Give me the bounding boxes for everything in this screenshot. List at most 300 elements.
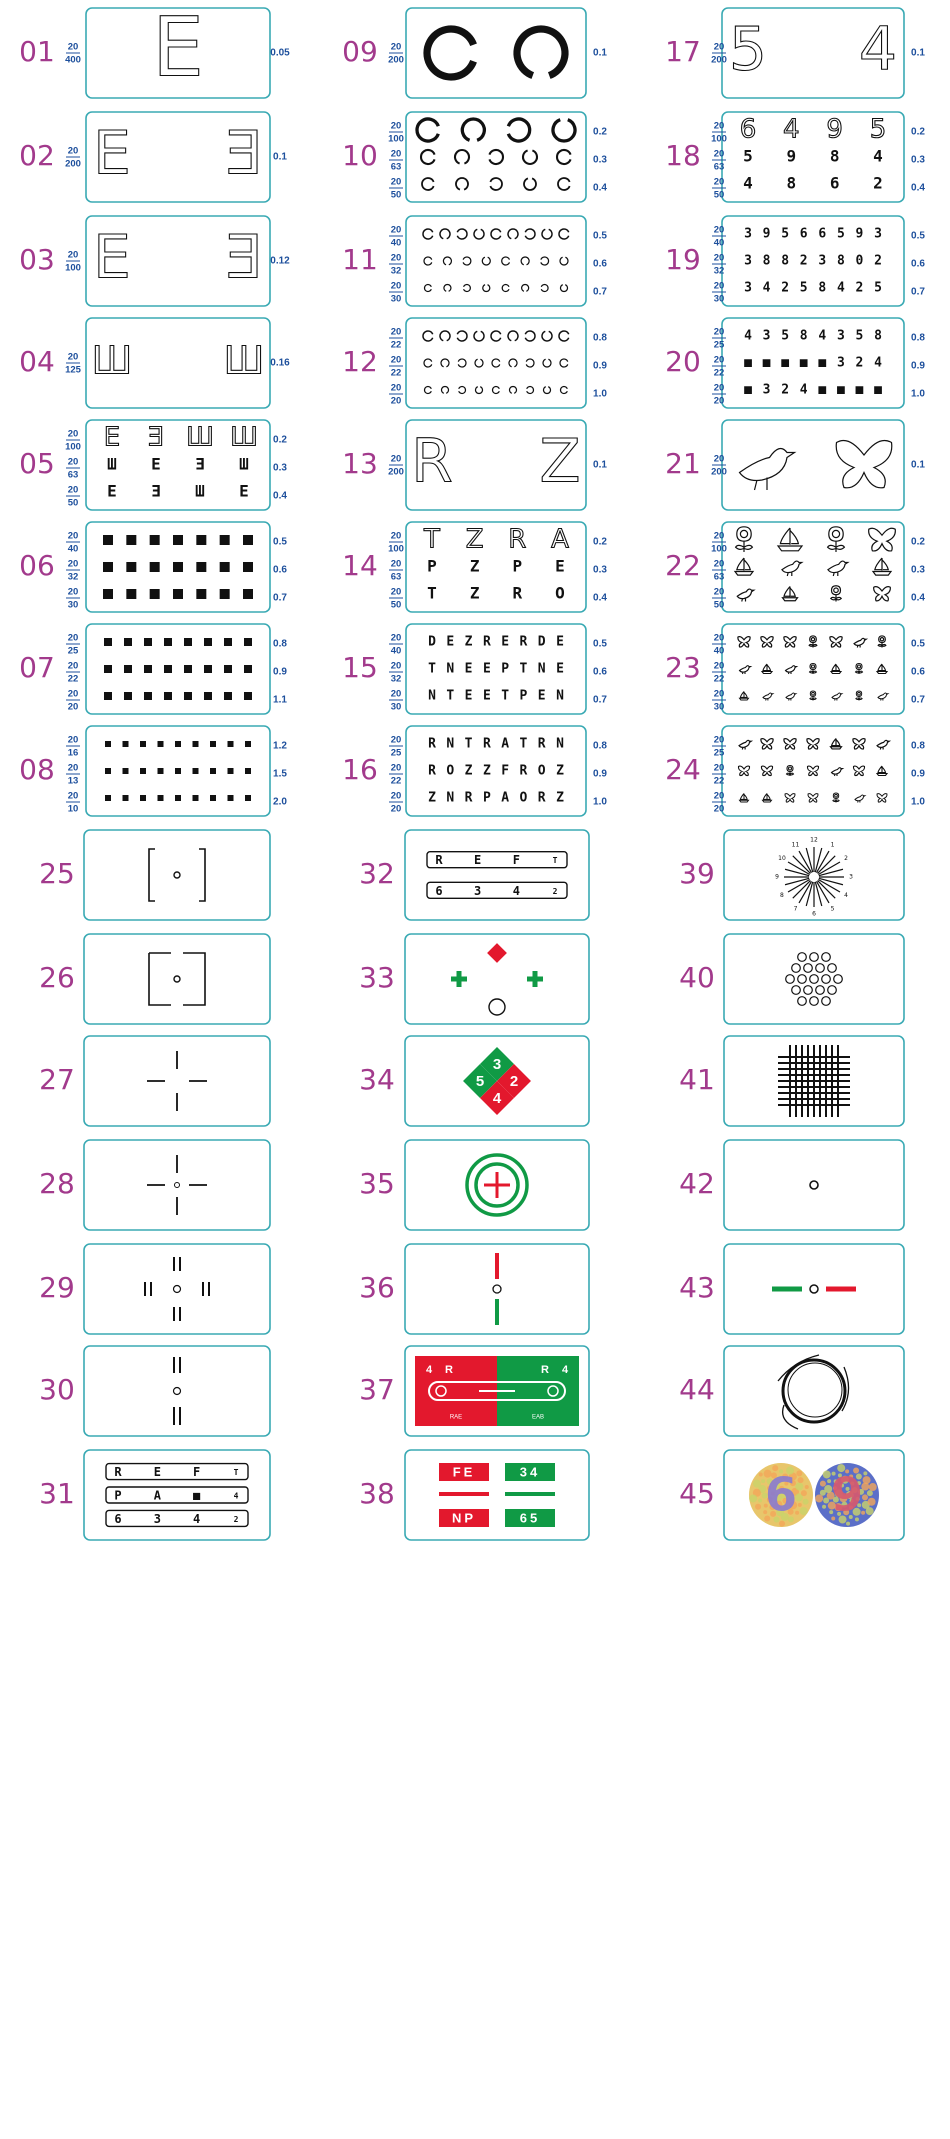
optotype: 2 — [799, 253, 808, 269]
optotype: 4 — [799, 382, 808, 398]
chart-number: 26 — [39, 961, 75, 994]
acuity-numerator: 20 — [390, 382, 402, 394]
optotype: 8 — [874, 328, 882, 344]
chart-41 — [679, 1036, 904, 1126]
chart-06 — [19, 522, 287, 612]
optotype: R — [411, 426, 453, 497]
chart-number: 16 — [342, 753, 378, 786]
acuity-denominator: 200 — [65, 158, 81, 170]
optotype: 4 — [762, 280, 771, 296]
optotype-block — [228, 768, 234, 774]
optotype: 0 — [855, 253, 864, 269]
plate-dot — [866, 1507, 874, 1515]
optotype: 5 — [855, 328, 864, 344]
chart-number: 41 — [679, 1063, 715, 1096]
acuity-numerator: 20 — [713, 453, 725, 465]
optotype: Z — [556, 763, 564, 779]
acuity-numerator: 20 — [390, 354, 402, 366]
optotype-block — [228, 795, 234, 801]
strip-letter: 2 — [552, 886, 558, 896]
optotype: 5 — [874, 280, 882, 296]
acuity-decimal: 0.2 — [911, 536, 925, 548]
optotype: 9 — [855, 226, 864, 242]
acuity-denominator: 100 — [388, 133, 404, 145]
acuity-denominator: 13 — [67, 775, 79, 787]
acuity-decimal: 0.8 — [273, 638, 287, 650]
optotype: Z — [482, 763, 491, 779]
optotype-block — [158, 741, 164, 747]
chart-23 — [665, 624, 925, 714]
acuity-decimal: 0.7 — [911, 694, 925, 706]
chart-frame — [406, 8, 586, 98]
optotype-block — [164, 638, 172, 646]
plate-dot — [823, 1498, 829, 1504]
chart-frame — [405, 830, 589, 920]
chart-frame — [722, 726, 904, 816]
clock-number: 7 — [793, 905, 798, 913]
corner-letter: 4 — [561, 1363, 569, 1376]
acuity-decimal: 0.3 — [593, 564, 607, 576]
acuity-decimal: 0.4 — [593, 592, 607, 604]
optotype-block — [105, 795, 111, 801]
optotype-block — [184, 638, 192, 646]
acuity-denominator: 100 — [388, 543, 404, 555]
acuity-decimal: 0.7 — [911, 286, 925, 298]
acuity-numerator: 20 — [390, 688, 402, 700]
optotype-block — [224, 638, 232, 646]
acuity-numerator: 20 — [390, 660, 402, 672]
diamond-digit: 5 — [475, 1072, 485, 1090]
acuity-numerator: 20 — [390, 530, 402, 542]
chart-09 — [342, 8, 607, 98]
acuity-numerator: 20 — [67, 249, 79, 261]
acuity-denominator: 32 — [67, 571, 79, 583]
acuity-numerator: 20 — [713, 252, 725, 264]
acuity-denominator: 30 — [390, 701, 402, 713]
chart-number: 14 — [342, 549, 378, 582]
optotype: 4 — [836, 280, 845, 296]
optotype: R — [428, 736, 436, 752]
optotype: P — [427, 556, 437, 576]
optotype: 2 — [855, 280, 864, 296]
optotype: ■ — [855, 382, 864, 398]
optotype-block — [204, 665, 212, 673]
plate-dot — [869, 1483, 877, 1491]
small-letters: RAE — [449, 1414, 463, 1421]
chart-number: 39 — [679, 857, 715, 890]
optotype: A — [501, 790, 510, 806]
optotype: P — [519, 688, 528, 704]
acuity-numerator: 20 — [713, 762, 725, 774]
acuity-numerator: 20 — [67, 586, 79, 598]
optotype-block — [150, 535, 160, 545]
chart-14 — [342, 522, 607, 612]
optotype-block — [158, 795, 164, 801]
acuity-denominator: 16 — [67, 747, 79, 759]
optotype: O — [555, 583, 565, 603]
chart-number: 24 — [665, 753, 701, 786]
acuity-decimal: 0.8 — [911, 740, 925, 752]
clock-number: 3 — [849, 873, 853, 881]
acuity-denominator: 22 — [713, 673, 725, 685]
acuity-numerator: 20 — [67, 632, 79, 644]
acuity-denominator: 200 — [388, 466, 404, 478]
chart-frame — [84, 934, 270, 1024]
optotype: E — [537, 688, 546, 704]
optotype-block — [244, 638, 252, 646]
acuity-decimal: 0.2 — [911, 126, 925, 138]
acuity-numerator: 20 — [713, 734, 725, 746]
optotype: Ш — [223, 338, 265, 383]
chart-number: 19 — [665, 243, 701, 276]
chart-number: 42 — [679, 1167, 715, 1200]
optotype: A — [501, 736, 510, 752]
optotype: Ǝ — [147, 422, 165, 453]
acuity-numerator: 20 — [713, 176, 725, 188]
optotype-block — [144, 692, 152, 700]
acuity-numerator: 20 — [390, 326, 402, 338]
chart-number: 22 — [665, 549, 701, 582]
acuity-decimal: 0.9 — [273, 666, 287, 678]
acuity-decimal: 0.3 — [911, 564, 925, 576]
acuity-denominator: 22 — [67, 673, 79, 685]
plate-dot — [800, 1507, 808, 1515]
optotype-block — [184, 692, 192, 700]
acuity-numerator: 20 — [713, 586, 725, 598]
acuity-numerator: 20 — [713, 326, 725, 338]
optotype: Ǝ — [225, 222, 263, 293]
acuity-decimal: 0.7 — [273, 592, 287, 604]
chart-frame — [724, 934, 904, 1024]
optotype: 2 — [873, 173, 883, 193]
optotype: E — [556, 634, 564, 650]
acuity-denominator: 40 — [713, 645, 725, 657]
optotype: Ǝ — [225, 118, 263, 189]
acuity-decimal: 0.1 — [593, 47, 607, 59]
acuity-denominator: 50 — [713, 599, 725, 611]
chart-number: 12 — [342, 345, 378, 378]
chart-31 — [39, 1450, 270, 1540]
optotype: E — [446, 634, 455, 650]
acuity-numerator: 20 — [713, 382, 725, 394]
chart-frame — [84, 830, 270, 920]
optotype-block — [210, 795, 216, 801]
strip-letter: F — [512, 853, 520, 868]
strip-letter: 3 — [153, 1511, 161, 1526]
chart-number: 05 — [19, 447, 55, 480]
optotype: ■ — [744, 355, 752, 371]
plate-dot — [749, 1494, 757, 1502]
chart-frame — [722, 420, 904, 510]
chart-number: 43 — [679, 1271, 715, 1304]
optotype: E — [239, 481, 249, 501]
clock-number: 12 — [810, 836, 818, 844]
acuity-denominator: 20 — [713, 803, 725, 815]
acuity-numerator: 20 — [713, 632, 725, 644]
chart-03 — [19, 216, 290, 306]
optotype-block — [105, 768, 111, 774]
optotype-block — [220, 589, 230, 599]
chart-number: 40 — [679, 961, 715, 994]
optotype: P — [482, 790, 491, 806]
acuity-decimal: 0.16 — [270, 357, 290, 369]
optotype-block — [164, 692, 172, 700]
optotype: N — [446, 736, 455, 752]
acuity-decimal: 1.0 — [911, 388, 925, 400]
optotype: P — [512, 556, 523, 576]
optotype: 8 — [818, 280, 827, 296]
optotype: R — [482, 736, 491, 752]
optotype-block — [245, 795, 251, 801]
acuity-decimal: 0.7 — [593, 286, 607, 298]
clock-number: 9 — [775, 873, 779, 881]
green-divider — [505, 1492, 555, 1496]
optotype: E — [501, 634, 510, 650]
chart-24 — [665, 726, 925, 816]
optotype-block — [193, 741, 199, 747]
acuity-denominator: 32 — [390, 673, 402, 685]
optotype: ■ — [781, 355, 790, 371]
strip-letter: 2 — [233, 1514, 239, 1524]
optotype-block — [124, 692, 132, 700]
optotype-block — [126, 589, 136, 599]
optotype-block — [123, 795, 129, 801]
acuity-decimal: 1.5 — [273, 768, 287, 780]
optotype: Z — [469, 556, 480, 576]
acuity-numerator: 20 — [713, 790, 725, 802]
acuity-denominator: 50 — [713, 189, 725, 201]
chart-07 — [19, 624, 287, 714]
acuity-decimal: 0.05 — [270, 47, 290, 59]
optotype: R — [537, 736, 546, 752]
optotype-block — [193, 768, 199, 774]
optotype-block — [244, 692, 252, 700]
optotype: Z — [469, 583, 480, 603]
strip-letter: 4 — [512, 883, 520, 898]
acuity-denominator: 125 — [65, 364, 81, 376]
strip-letter: 6 — [114, 1511, 122, 1526]
chart-21 — [665, 420, 925, 510]
acuity-denominator: 40 — [67, 543, 79, 555]
optotype-block — [224, 692, 232, 700]
optotype: 4 — [743, 173, 753, 193]
acuity-decimal: 0.12 — [270, 255, 290, 267]
plate-dot — [868, 1498, 876, 1506]
chart-number: 06 — [19, 549, 55, 582]
optotype-block — [224, 665, 232, 673]
acuity-denominator: 22 — [713, 775, 725, 787]
acuity-numerator: 20 — [390, 148, 402, 160]
optotype: E — [103, 422, 121, 453]
chart-frame — [724, 1244, 904, 1334]
acuity-decimal: 0.7 — [593, 694, 607, 706]
corner-letter: R — [445, 1363, 453, 1376]
optotype-block — [144, 638, 152, 646]
optotype: Ш — [91, 338, 133, 383]
optotype-block — [245, 768, 251, 774]
acuity-decimal: 2.0 — [273, 796, 287, 808]
acuity-denominator: 30 — [67, 599, 79, 611]
acuity-decimal: 0.2 — [593, 536, 607, 548]
clock-number: 6 — [812, 910, 816, 918]
acuity-denominator: 20 — [390, 803, 402, 815]
optotype-block — [196, 562, 206, 572]
acuity-denominator: 200 — [711, 466, 727, 478]
chart-25 — [39, 830, 270, 920]
acuity-decimal: 0.6 — [911, 666, 925, 678]
optotype: 4 — [873, 146, 883, 166]
acuity-denominator: 20 — [67, 701, 79, 713]
strip-letter: R — [435, 853, 443, 868]
optotype: T — [428, 661, 436, 677]
acuity-denominator: 32 — [713, 265, 725, 277]
diamond-digit: 2 — [509, 1072, 519, 1090]
acuity-numerator: 20 — [390, 224, 402, 236]
acuity-numerator: 20 — [390, 586, 402, 598]
acuity-numerator: 20 — [67, 41, 79, 53]
optotype: 4 — [874, 355, 882, 371]
chart-34 — [359, 1036, 589, 1126]
optotype: 8 — [799, 328, 808, 344]
optotype-block — [158, 768, 164, 774]
optotype-block — [104, 638, 112, 646]
optotype-block — [193, 795, 199, 801]
optotype: 2 — [855, 355, 864, 371]
chart-16 — [342, 726, 607, 816]
optotype-block — [123, 741, 129, 747]
optotype: E — [152, 0, 204, 96]
optotype: N — [556, 688, 564, 704]
optotype-block — [140, 795, 146, 801]
acuity-denominator: 100 — [711, 543, 727, 555]
optotype-block — [103, 562, 113, 572]
acuity-denominator: 63 — [67, 469, 79, 481]
acuity-numerator: 20 — [713, 530, 725, 542]
acuity-denominator: 25 — [713, 339, 725, 351]
acuity-denominator: 63 — [390, 161, 402, 173]
chart-45 — [679, 1450, 904, 1540]
acuity-decimal: 0.8 — [593, 332, 607, 344]
plate-dot — [846, 1522, 850, 1526]
optotype: 9 — [786, 146, 797, 166]
chart-44 — [679, 1346, 904, 1436]
optotype-block — [228, 741, 234, 747]
optotype-block — [244, 665, 252, 673]
optotype-block — [243, 589, 253, 599]
acuity-decimal: 0.3 — [911, 154, 925, 166]
optotype-block — [173, 562, 183, 572]
chart-number: 27 — [39, 1063, 75, 1096]
acuity-numerator: 20 — [390, 453, 402, 465]
acuity-decimal: 0.8 — [593, 740, 607, 752]
optotype: N — [446, 790, 455, 806]
acuity-decimal: 0.6 — [273, 564, 287, 576]
optotype-block — [140, 741, 146, 747]
chart-number: 30 — [39, 1373, 75, 1406]
optotype: 4 — [783, 114, 800, 145]
optotype-block — [140, 768, 146, 774]
acuity-numerator: 20 — [713, 354, 725, 366]
corner-letter: 4 — [425, 1363, 433, 1376]
red-divider — [439, 1492, 489, 1496]
optotype-block — [124, 665, 132, 673]
strip-letter: P — [114, 1488, 122, 1503]
optotype: T — [424, 524, 440, 555]
clock-number: 8 — [780, 892, 784, 899]
chart-number: 38 — [359, 1477, 395, 1510]
chart-number: 29 — [39, 1271, 75, 1304]
acuity-decimal: 0.9 — [593, 360, 607, 372]
chart-frame — [84, 1036, 270, 1126]
acuity-numerator: 20 — [67, 484, 79, 496]
plate-dot — [801, 1490, 807, 1496]
plate-digit: 9 — [830, 1467, 864, 1522]
acuity-decimal: 1.0 — [593, 796, 607, 808]
chart-number: 13 — [342, 447, 378, 480]
plate-dot — [805, 1485, 809, 1489]
acuity-denominator: 63 — [390, 571, 402, 583]
optotype-block — [105, 741, 111, 747]
optotype: 5 — [781, 226, 790, 242]
optotype-block — [144, 665, 152, 673]
chart-number: 28 — [39, 1167, 75, 1200]
corner-letter: R — [541, 1363, 549, 1376]
optotype: 3 — [818, 253, 827, 269]
chart-28 — [39, 1140, 270, 1230]
chart-number: 21 — [665, 447, 701, 480]
acuity-denominator: 10 — [67, 803, 79, 815]
acuity-decimal: 0.3 — [273, 462, 287, 474]
optotype-block — [150, 562, 160, 572]
acuity-decimal: 0.9 — [911, 360, 925, 372]
acuity-numerator: 20 — [67, 351, 79, 363]
optotype: N — [537, 661, 546, 677]
optotype: 3 — [744, 280, 752, 296]
optotype: ■ — [818, 355, 827, 371]
chart-40 — [679, 934, 904, 1024]
plate-dot — [759, 1472, 763, 1476]
acuity-decimal: 0.6 — [593, 258, 607, 270]
acuity-numerator: 20 — [67, 558, 79, 570]
acuity-numerator: 20 — [67, 456, 79, 468]
chart-18 — [665, 112, 925, 202]
optotype: ■ — [818, 382, 827, 398]
optotype-block — [104, 692, 112, 700]
acuity-decimal: 1.2 — [273, 740, 287, 752]
optotype: E — [556, 661, 564, 677]
diamond-digit: 4 — [492, 1089, 502, 1107]
strip-letter: T — [233, 1468, 239, 1478]
acuity-decimal: 0.1 — [911, 47, 925, 59]
acuity-numerator: 20 — [713, 688, 725, 700]
acuity-numerator: 20 — [67, 762, 79, 774]
optotype: Ш — [230, 422, 258, 453]
chart-04 — [19, 318, 290, 408]
acuity-denominator: 200 — [388, 54, 404, 66]
optotype: 2 — [874, 253, 882, 269]
acuity-denominator: 100 — [711, 133, 727, 145]
optotype: ■ — [799, 355, 808, 371]
acuity-decimal: 0.5 — [593, 230, 607, 242]
chart-number: 44 — [679, 1373, 715, 1406]
optotype-block — [210, 741, 216, 747]
chart-number: 08 — [19, 753, 55, 786]
optotype: Ш — [195, 481, 205, 501]
chart-number: 23 — [665, 651, 701, 684]
optotype: D — [428, 634, 436, 650]
ishihara-plate — [749, 1463, 813, 1527]
chart-number: 32 — [359, 857, 395, 890]
